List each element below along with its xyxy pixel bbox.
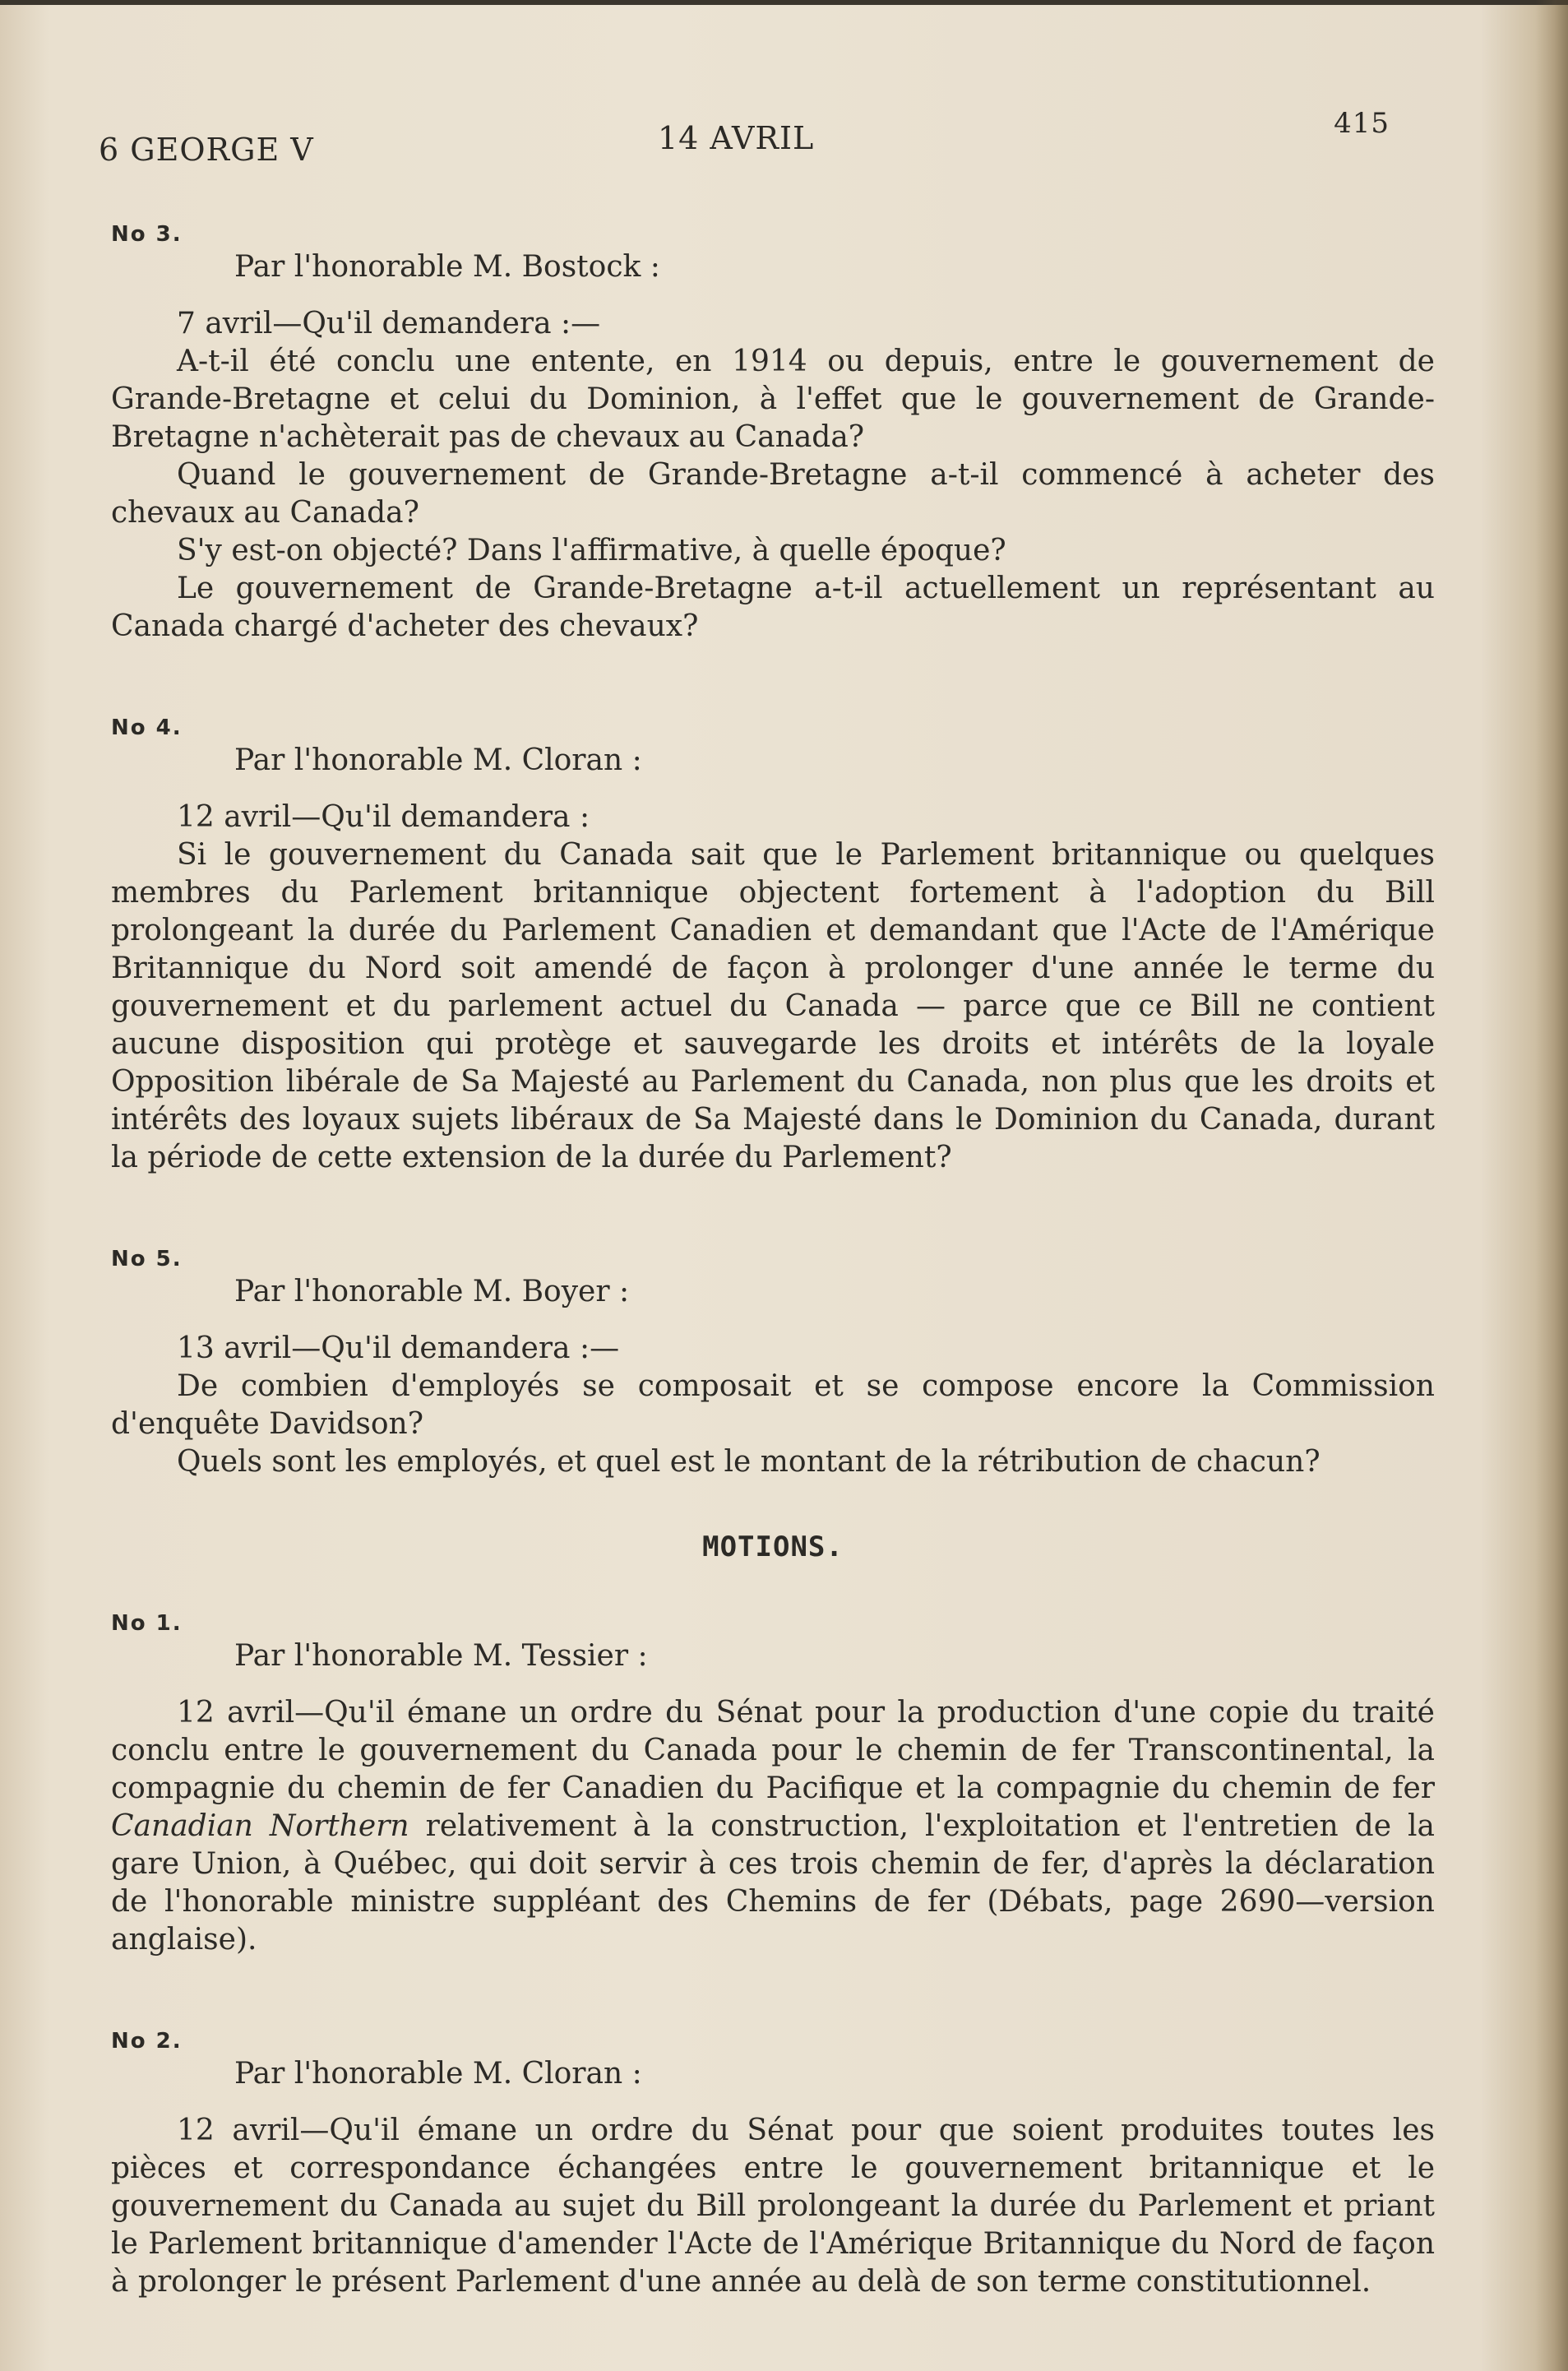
question-paragraph: De combien d'employés se composait et se compose encore la Commission d'enquête Davidson? <box>111 1369 1435 1441</box>
question-no-4 <box>111 715 1435 1177</box>
question-date-line: 7 avril—Qu'il demandera :— <box>177 307 601 340</box>
question-no-3 <box>111 222 1435 646</box>
question-paragraph: Quand le gouvernement de Grande-Bretagne a-t-il commencé à acheter des chevaux au Canada? <box>111 458 1435 530</box>
motion-text-part: 12 avril—Qu'il émane un ordre du Sénat pour la production d'une copie du traité conclu entre le gouvernement du Canada pour le chemin de fer Transcontinental, la compagnie du chemin de fer Canadien du Pacifique et la compagnie du chemin de fer <box>111 1696 1435 1805</box>
question-paragraph: Si le gouvernement du Canada sait que le Parlement britannique ou quelques membres du Parlement britannique objectent fortement à l'adoption du Bill prolongeant la durée du Parlement Canadien et demandant que l'Acte de l'Amérique Britannique du Nord soit amendé de façon à prolonger d'une année le terme du gouvernement et du parlement actuel du Canada — parce que ce Bill ne contient aucune disposition qui protège et sauvegarde les droits et intérêts de la loyale Opposition libérale de Sa Majesté au Parlement du Canada, non plus que les droits et intérêts des loyaux sujets libéraux de Sa Majesté dans le Dominion du Canada, durant la période de cette extension de la durée du Parlement? <box>111 838 1435 1174</box>
question-paragraph: S'y est-on objecté? Dans l'affirmative, à quelle époque? <box>177 534 1006 567</box>
question-number: No 3. <box>111 222 183 247</box>
motion-author: Par l'honorable M. Tessier : <box>234 1639 648 1673</box>
question-author: Par l'honorable M. Boyer : <box>234 1275 630 1308</box>
question-number: No 4. <box>111 715 183 740</box>
header-session: 6 GEORGE V <box>99 132 314 168</box>
motion-text: 12 avril—Qu'il émane un ordre du Sénat pour que soient produites toutes les pièces et correspondance échangées entre le gouvernement britannique et le gouvernement du Canada au sujet du Bill prolongeant la durée du Parlement et priant le Parlement britannique d'amender l'Acte de l'Amérique Britannique du Nord de façon à prolonger le présent Parlement d'une année au delà de son terme constitutionnel. <box>111 2114 1435 2299</box>
question-author: Par l'honorable M. Bostock : <box>234 250 660 284</box>
motion-text-part: relativement à la construction, l'exploitation et l'entretien de la gare Union, à Québec, qui doit servir à ces trois chemin de fer, d'après la déclaration de l'honorable ministre suppléant des Chemins de fer (Débats, page 2690—version anglaise). <box>111 1809 1436 1957</box>
page-top-edge <box>0 0 1568 5</box>
question-date-line: 12 avril—Qu'il demandera : <box>177 800 590 834</box>
motion-no-2 <box>111 2029 1435 2301</box>
question-number: No 5. <box>111 1247 183 1271</box>
question-paragraph: A-t-il été conclu une entente, en 1914 ou depuis, entre le gouvernement de Grande-Bretagne et celui du Dominion, à l'effet que le gouvernement de Grande-Bretagne n'achèterait pas de chevaux au Canada? <box>111 345 1435 454</box>
motion-text <box>111 1694 1435 1959</box>
motion-author: Par l'honorable M. Cloran : <box>234 2057 642 2091</box>
header-date: 14 AVRIL <box>658 120 815 156</box>
motion-no-1 <box>111 1611 1435 1959</box>
question-author: Par l'honorable M. Cloran : <box>234 743 642 777</box>
question-no-5 <box>111 1247 1435 1481</box>
question-paragraph: Quels sont les employés, et quel est le montant de la rétribution de chacun? <box>177 1445 1321 1479</box>
motion-text-italic: Canadian Northern <box>111 1809 409 1843</box>
question-paragraph: Le gouvernement de Grande-Bretagne a-t-il actuellement un représentant au Canada chargé d'acheter des chevaux? <box>111 572 1435 643</box>
page-content <box>111 222 1435 2301</box>
motions-heading: MOTIONS. <box>702 1530 844 1563</box>
page-binding-shadow <box>1535 0 1568 2371</box>
page-number: 415 <box>1334 107 1390 140</box>
motion-number: No 2. <box>111 2029 183 2054</box>
question-date-line: 13 avril—Qu'il demandera :— <box>177 1331 620 1365</box>
running-header <box>99 107 1390 173</box>
motion-number: No 1. <box>111 1611 183 1636</box>
